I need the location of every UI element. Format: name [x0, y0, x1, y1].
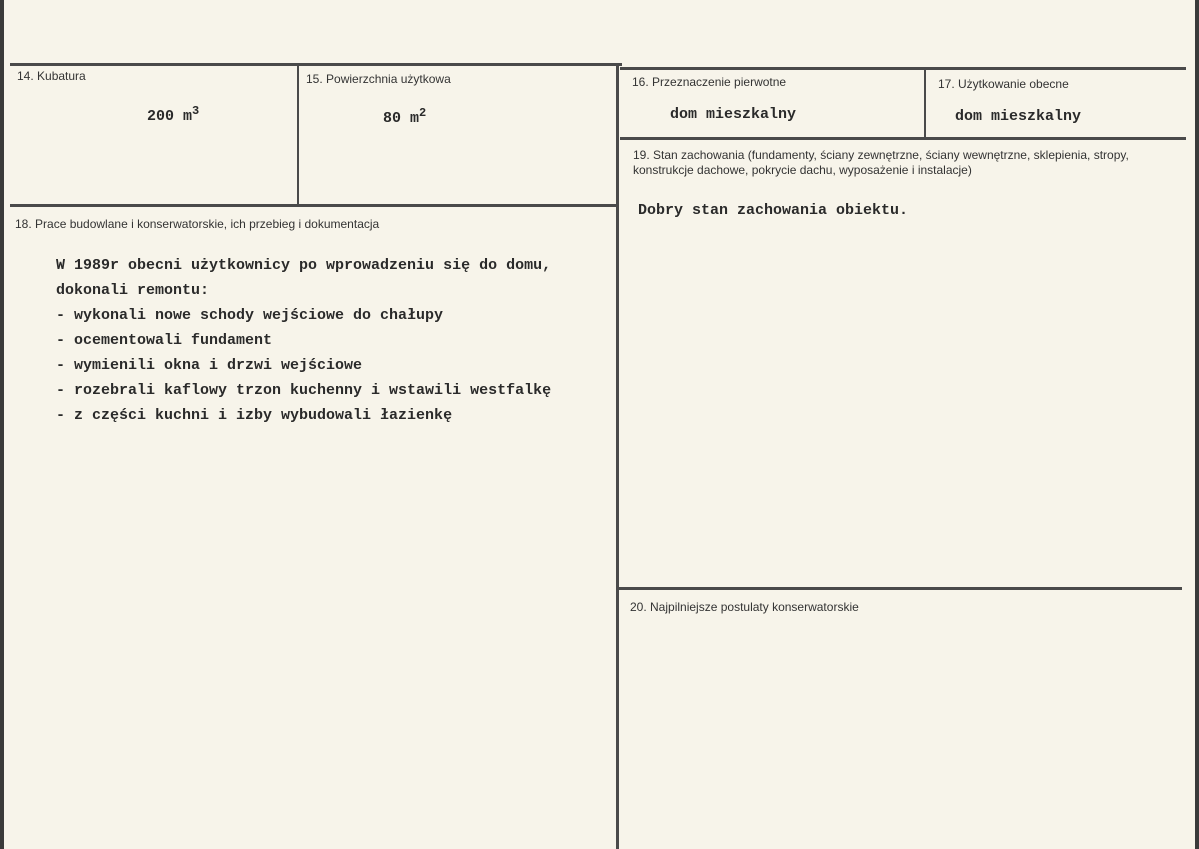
note-line: - rozebrali kaflowy trzon kuchenny i wstawili westfalkę: [56, 382, 552, 399]
note-line: W 1989r obecni użytkownicy po wprowadzeniu się do domu,: [56, 257, 552, 274]
field-19-label: 19. Stan zachowania (fundamenty, ściany zewnętrzne, ściany wewnętrzne, sklepienia, stropy, konstrukcje dachowe, pokrycie dachu, wyposażenie i instalacje): [633, 148, 1129, 177]
field-15-label: 15. Powierzchnia użytkowa: [306, 72, 451, 86]
field-17-label: 17. Użytkowanie obecne: [938, 77, 1069, 91]
field-18-notes: [56, 253, 551, 428]
card-right-edge: [1195, 0, 1199, 849]
field-18-label: 18. Prace budowlane i konserwatorskie, ich przebieg i dokumentacja: [15, 217, 380, 231]
field-20-label: 20. Najpilniejsze postulaty konserwatorskie: [630, 600, 859, 614]
divider-14-15: [297, 63, 299, 205]
rule-above-20: [618, 587, 1182, 590]
rule-above-18: [10, 204, 619, 207]
top-rule-right: [620, 67, 1186, 70]
rule-below-16-17: [620, 137, 1186, 140]
kubatura-unit-exponent: 3: [192, 104, 200, 118]
note-line: dokonali remontu:: [56, 282, 210, 299]
field-19-value: Dobry stan zachowania obiektu.: [638, 202, 909, 219]
kubatura-value: 200 m: [147, 108, 193, 125]
powierzchnia-value: 80 m: [383, 110, 420, 127]
field-14-value: [147, 104, 199, 125]
field-16-value: dom mieszkalny: [670, 106, 797, 123]
top-rule-left: [10, 63, 622, 66]
note-line: - z części kuchni i izby wybudowali łazienkę: [56, 407, 453, 424]
note-line: - ocementowali fundament: [56, 332, 273, 349]
field-15-value: [383, 106, 426, 127]
divider-16-17: [924, 68, 926, 140]
field-17-value: dom mieszkalny: [955, 108, 1082, 125]
card-left-edge: [0, 0, 4, 849]
powierzchnia-unit-exponent: 2: [419, 106, 427, 120]
divider-main: [616, 65, 619, 849]
field-14-label: 14. Kubatura: [17, 69, 86, 83]
note-line: - wymienili okna i drzwi wejściowe: [56, 357, 363, 374]
note-line: - wykonali nowe schody wejściowe do chałupy: [56, 307, 444, 324]
field-16-label: 16. Przeznaczenie pierwotne: [632, 75, 787, 89]
